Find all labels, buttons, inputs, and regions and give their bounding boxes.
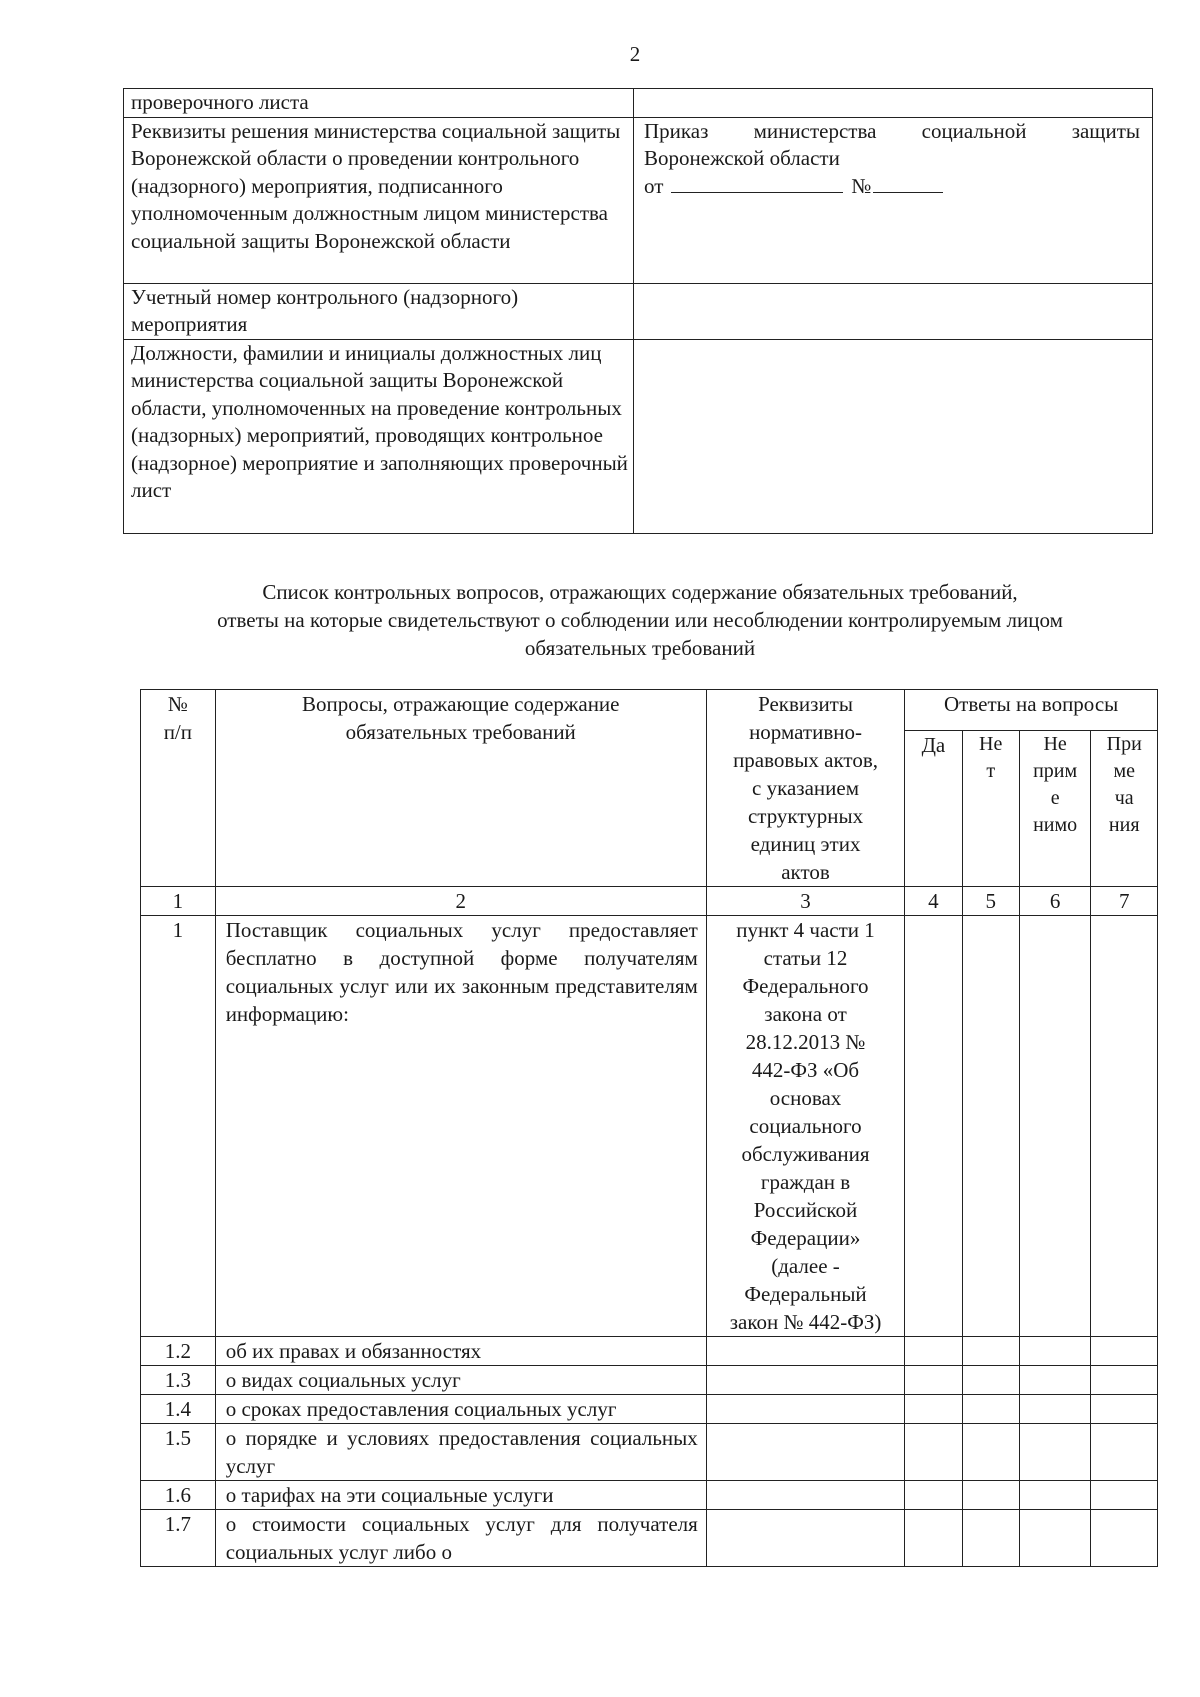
table-row [141, 1395, 1158, 1424]
reference-line: социального [749, 1114, 862, 1138]
info-label: Учетный номер контрольного (надзорного) мероприятия [124, 283, 634, 339]
header-text: При [1106, 733, 1142, 756]
order-word: министерства [753, 118, 877, 143]
header-text: обязательных требований [345, 720, 576, 744]
info-row [124, 117, 1153, 283]
answer-yes-cell[interactable] [905, 1510, 962, 1567]
answer-na-cell[interactable] [1019, 1424, 1091, 1481]
answer-na-cell[interactable] [1019, 1337, 1091, 1366]
order-region: Воронежской области [644, 146, 840, 170]
order-number-label: № [851, 173, 872, 198]
header-text: актов [781, 860, 830, 884]
header-requisites [706, 690, 904, 887]
info-row [124, 283, 1153, 339]
table-row [141, 1510, 1158, 1567]
header-text: ме [1113, 760, 1135, 783]
order-reference-value [634, 117, 1153, 283]
reference-line: Федерального [742, 974, 869, 998]
page-number: 2 [629, 42, 641, 66]
row-reference [706, 1395, 904, 1424]
column-number: 3 [706, 887, 904, 916]
header-no [962, 731, 1019, 887]
header-row [141, 690, 1158, 731]
header-not-applicable [1019, 731, 1091, 887]
row-number: 1.6 [141, 1481, 216, 1510]
header-questions [215, 690, 706, 887]
order-date-blank [671, 174, 843, 193]
answer-note-cell[interactable] [1091, 1337, 1158, 1366]
reference-line: Федерации» [750, 1226, 861, 1250]
header-text: нормативно- [749, 720, 862, 744]
answer-yes-cell[interactable] [905, 916, 962, 1337]
row-reference [706, 1424, 904, 1481]
row-question: Поставщик социальных услуг предоставляет бесплатно в доступной форме получателям социальных услуг или их законным представителям информацию: [215, 916, 706, 1337]
answer-yes-cell[interactable] [905, 1366, 962, 1395]
column-number: 6 [1019, 887, 1091, 916]
answer-no-cell[interactable] [962, 1424, 1019, 1481]
row-number: 1.7 [141, 1510, 216, 1567]
header-text: Вопросы, отражающие содержание [301, 692, 620, 716]
header-text: е [1050, 787, 1060, 810]
info-value [634, 89, 1153, 118]
row-reference [706, 1510, 904, 1567]
reference-line: Российской [753, 1198, 858, 1222]
row-question: о тарифах на эти социальные услуги [215, 1481, 706, 1510]
row-reference [706, 916, 904, 1337]
answer-no-cell[interactable] [962, 916, 1019, 1337]
order-number-blank [873, 174, 943, 193]
header-text: прим [1033, 760, 1078, 783]
header-number [141, 690, 216, 887]
header-text: правовых актов, [733, 748, 878, 772]
header-text: ния [1108, 814, 1140, 837]
row-number: 1.5 [141, 1424, 216, 1481]
answer-no-cell[interactable] [962, 1366, 1019, 1395]
reference-line: закона от [764, 1002, 847, 1026]
order-word: Приказ [644, 118, 709, 143]
section-heading-line: Список контрольных вопросов, отражающих содержание обязательных требований, [262, 580, 1018, 604]
answer-note-cell[interactable] [1091, 1481, 1158, 1510]
header-text: с указанием [752, 776, 860, 800]
reference-line: обслуживания [741, 1142, 870, 1166]
info-label: Реквизиты решения министерства социальной защиты Воронежской области о проведении контрольного (надзорного) мероприятия, подписанного уполномоченным должностным лицом министерства социальной защиты Воронежской области [124, 117, 634, 283]
table-row [141, 916, 1158, 1337]
column-numbers-row [141, 887, 1158, 916]
row-question: о стоимости социальных услуг для получателя социальных услуг либо о [215, 1510, 706, 1567]
row-number: 1.3 [141, 1366, 216, 1395]
table-row [141, 1481, 1158, 1510]
row-reference [706, 1337, 904, 1366]
answer-na-cell[interactable] [1019, 1395, 1091, 1424]
header-text: Не [1043, 733, 1067, 756]
row-question: о сроках предоставления социальных услуг [215, 1395, 706, 1424]
reference-line: закон № 442-ФЗ) [729, 1310, 882, 1334]
row-reference [706, 1366, 904, 1395]
column-number: 4 [905, 887, 962, 916]
header-notes [1091, 731, 1158, 887]
row-reference [706, 1481, 904, 1510]
reference-line: пункт 4 части 1 [736, 918, 875, 942]
info-row [124, 89, 1153, 118]
header-text: Не [979, 733, 1003, 756]
header-text: единиц этих [750, 832, 861, 856]
header-text: Реквизиты [758, 692, 853, 716]
answer-note-cell[interactable] [1091, 1424, 1158, 1481]
reference-line: основах [769, 1086, 842, 1110]
row-number: 1 [141, 916, 216, 1337]
order-from-label: от [644, 173, 664, 198]
reference-line: (далее - [771, 1254, 840, 1278]
order-line [644, 118, 1140, 146]
answer-yes-cell[interactable] [905, 1395, 962, 1424]
answer-note-cell[interactable] [1091, 916, 1158, 1337]
header-text: т [986, 760, 996, 783]
info-label: Должности, фамилии и инициалы должностных лиц министерства социальной защиты Воронежской области, уполномоченных на проведение контрольных (надзорных) мероприятий, проводящих контрольное (надзорное) мероприятие и заполняющих проверочный лист [124, 339, 634, 533]
answer-no-cell[interactable] [962, 1395, 1019, 1424]
reference-line: Федеральный [744, 1282, 867, 1306]
answer-na-cell[interactable] [1019, 1366, 1091, 1395]
info-value [634, 339, 1153, 533]
header-text: нимо [1033, 814, 1078, 837]
section-heading-line: ответы на которые свидетельствуют о соблюдении или несоблюдении контролируемым лицом [217, 608, 1063, 632]
column-number: 5 [962, 887, 1019, 916]
order-date-number [644, 173, 1140, 201]
info-label: проверочного листа [124, 89, 634, 118]
row-question: о порядке и условиях предоставления социальных услуг [215, 1424, 706, 1481]
table-row [141, 1366, 1158, 1395]
row-number: 1.2 [141, 1337, 216, 1366]
checklist-table [140, 689, 1158, 1567]
reference-line: 28.12.2013 № [745, 1030, 866, 1054]
section-heading-line: обязательных требований [524, 636, 756, 660]
answer-yes-cell[interactable] [905, 1337, 962, 1366]
row-question: о видах социальных услуг [215, 1366, 706, 1395]
header-text: ча [1114, 787, 1134, 810]
info-row [124, 339, 1153, 533]
order-word: социальной [921, 118, 1027, 143]
reference-line: статьи 12 [763, 946, 848, 970]
row-number: 1.4 [141, 1395, 216, 1424]
table-row [141, 1424, 1158, 1481]
order-word: защиты [1071, 118, 1140, 143]
answer-note-cell[interactable] [1091, 1510, 1158, 1567]
info-value [634, 283, 1153, 339]
answer-note-cell[interactable] [1091, 1395, 1158, 1424]
inspection-info-table [123, 88, 1153, 534]
column-number: 7 [1091, 887, 1158, 916]
answer-no-cell[interactable] [962, 1481, 1019, 1510]
answer-no-cell[interactable] [962, 1510, 1019, 1567]
header-yes: Да [905, 731, 962, 887]
answer-yes-cell[interactable] [905, 1481, 962, 1510]
answer-na-cell[interactable] [1019, 1510, 1091, 1567]
header-text: № [167, 692, 188, 716]
header-answers: Ответы на вопросы [905, 690, 1158, 731]
row-question: об их правах и обязанностях [215, 1337, 706, 1366]
section-heading [130, 578, 1150, 662]
column-number: 2 [215, 887, 706, 916]
header-text: структурных [747, 804, 864, 828]
reference-line: 442-ФЗ «Об [751, 1058, 860, 1082]
table-row [141, 1337, 1158, 1366]
answer-no-cell[interactable] [962, 1337, 1019, 1366]
header-text: п/п [163, 720, 192, 744]
answer-na-cell[interactable] [1019, 916, 1091, 1337]
answer-yes-cell[interactable] [905, 1424, 962, 1481]
answer-na-cell[interactable] [1019, 1481, 1091, 1510]
column-number: 1 [141, 887, 216, 916]
reference-line: граждан в [760, 1170, 851, 1194]
answer-note-cell[interactable] [1091, 1366, 1158, 1395]
